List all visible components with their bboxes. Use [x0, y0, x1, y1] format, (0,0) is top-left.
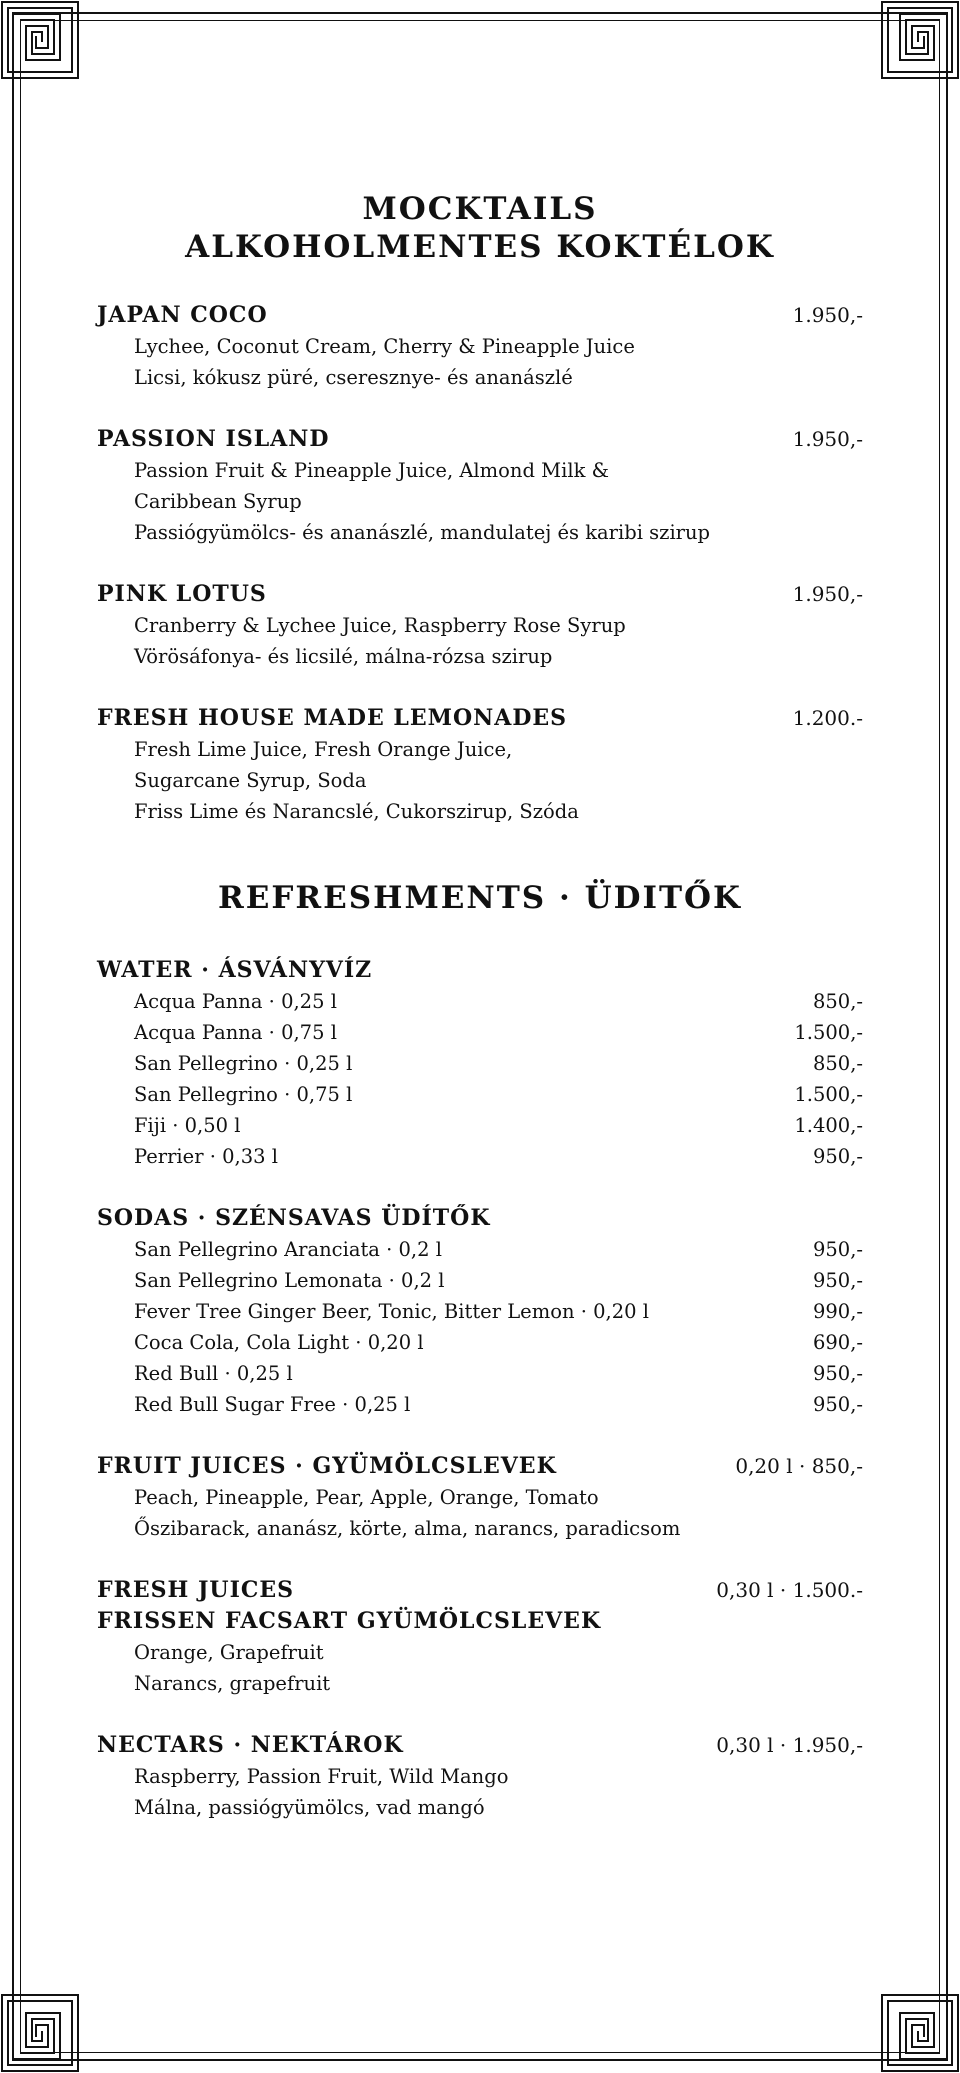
- menu-group-sodas: [97, 1203, 863, 1420]
- item-name: PASSION ISLAND: [97, 426, 330, 452]
- menu-group-nectars: [97, 1730, 863, 1823]
- menu-group-water: [97, 955, 863, 1172]
- group-name: FRESH JUICES: [97, 1577, 295, 1603]
- list-item: [97, 1048, 863, 1079]
- item-description: Narancs, grapefruit: [134, 1672, 331, 1695]
- item-price: 1.950,-: [792, 427, 863, 451]
- item-name: PINK LOTUS: [97, 581, 267, 607]
- item-description: Őszibarack, ananász, körte, alma, narancs, paradicsom: [134, 1517, 681, 1540]
- item-price: 1.950,-: [792, 582, 863, 606]
- item-label: Acqua Panna · 0,75 l: [134, 1021, 337, 1044]
- corner-ornament-icon: [0, 1993, 80, 2073]
- menu-item: [97, 579, 863, 672]
- item-label: San Pellegrino Aranciata · 0,2 l: [134, 1238, 442, 1261]
- section-title-mocktails: MOCKTAILS: [362, 191, 598, 227]
- list-item: [97, 1234, 863, 1265]
- item-price: 850,-: [812, 1052, 863, 1075]
- item-description: Passion Fruit & Pineapple Juice, Almond Milk &: [134, 459, 609, 482]
- menu-item: [97, 300, 863, 393]
- item-label: Coca Cola, Cola Light · 0,20 l: [134, 1331, 424, 1354]
- list-item: [97, 1389, 863, 1420]
- item-label: San Pellegrino · 0,75 l: [134, 1083, 353, 1106]
- item-description: Peach, Pineapple, Pear, Apple, Orange, Tomato: [134, 1486, 599, 1509]
- item-label: Fever Tree Ginger Beer, Tonic, Bitter Lemon · 0,20 l: [134, 1300, 649, 1323]
- menu-group-fruit-juices: [97, 1451, 863, 1544]
- item-description: Friss Lime és Narancslé, Cukorszirup, Szóda: [134, 800, 579, 823]
- item-label: Red Bull · 0,25 l: [134, 1362, 293, 1385]
- item-price: 0,30 l · 1.500.-: [716, 1578, 863, 1602]
- list-item: [97, 1079, 863, 1110]
- list-item: [97, 1110, 863, 1141]
- item-label: Fiji · 0,50 l: [134, 1114, 241, 1137]
- menu-group-fresh-juices: [97, 1575, 863, 1699]
- item-price: 1.500,-: [794, 1083, 863, 1106]
- corner-ornament-icon: [880, 1993, 960, 2073]
- item-label: Perrier · 0,33 l: [134, 1145, 278, 1168]
- item-label: San Pellegrino Lemonata · 0,2 l: [134, 1269, 445, 1292]
- corner-ornament-icon: [0, 0, 80, 80]
- section-title-alkoholmentes: ALKOHOLMENTES KOKTÉLOK: [185, 229, 775, 265]
- list-item: [97, 1017, 863, 1048]
- group-name-hu: FRISSEN FACSART GYÜMÖLCSLEVEK: [97, 1608, 602, 1634]
- item-price: 1.200.-: [792, 706, 863, 730]
- item-description: Lychee, Coconut Cream, Cherry & Pineapple Juice: [134, 335, 635, 358]
- item-description: Sugarcane Syrup, Soda: [134, 769, 367, 792]
- item-label: Acqua Panna · 0,25 l: [134, 990, 337, 1013]
- item-description: Fresh Lime Juice, Fresh Orange Juice,: [134, 738, 513, 761]
- menu-item: [97, 424, 863, 548]
- item-price: 850,-: [812, 990, 863, 1013]
- item-price: 950,-: [812, 1238, 863, 1261]
- item-price: 950,-: [812, 1362, 863, 1385]
- group-name: WATER · ÁSVÁNYVÍZ: [97, 957, 373, 983]
- item-name: JAPAN COCO: [97, 302, 268, 328]
- menu-item: [97, 703, 863, 827]
- list-item: [97, 1296, 863, 1327]
- group-name: FRUIT JUICES · GYÜMÖLCSLEVEK: [97, 1453, 557, 1479]
- list-item: [97, 1265, 863, 1296]
- menu-content: [97, 190, 863, 1854]
- section-title-refreshments: REFRESHMENTS · ÜDITŐK: [217, 880, 742, 916]
- item-price: 950,-: [812, 1393, 863, 1416]
- item-price: 1.950,-: [792, 303, 863, 327]
- list-item: [97, 1358, 863, 1389]
- item-price: 950,-: [812, 1269, 863, 1292]
- item-description: Orange, Grapefruit: [134, 1641, 324, 1664]
- item-price: 990,-: [812, 1300, 863, 1323]
- item-price: 0,20 l · 850,-: [735, 1454, 863, 1478]
- group-name: SODAS · SZÉNSAVAS ÜDÍTŐK: [97, 1205, 491, 1231]
- group-name: NECTARS · NEKTÁROK: [97, 1732, 404, 1758]
- item-price: 1.400,-: [794, 1114, 863, 1137]
- item-description: Vörösáfonya- és licsilé, málna-rózsa szirup: [134, 645, 553, 668]
- item-price: 1.500,-: [794, 1021, 863, 1044]
- corner-ornament-icon: [880, 0, 960, 80]
- list-item: [97, 986, 863, 1017]
- item-description: Raspberry, Passion Fruit, Wild Mango: [134, 1765, 509, 1788]
- item-description: Málna, passiógyümölcs, vad mangó: [134, 1796, 485, 1819]
- item-price: 950,-: [812, 1145, 863, 1168]
- item-label: Red Bull Sugar Free · 0,25 l: [134, 1393, 411, 1416]
- item-label: San Pellegrino · 0,25 l: [134, 1052, 353, 1075]
- item-description: Caribbean Syrup: [134, 490, 302, 513]
- list-item: [97, 1141, 863, 1172]
- list-item: [97, 1327, 863, 1358]
- item-description: Cranberry & Lychee Juice, Raspberry Rose Syrup: [134, 614, 626, 637]
- item-name: FRESH HOUSE MADE LEMONADES: [97, 705, 568, 731]
- item-description: Licsi, kókusz püré, cseresznye- és ananászlé: [134, 366, 573, 389]
- item-price: 0,30 l · 1.950,-: [716, 1733, 863, 1757]
- item-price: 690,-: [812, 1331, 863, 1354]
- item-description: Passiógyümölcs- és ananászlé, mandulatej és karibi szirup: [134, 521, 711, 544]
